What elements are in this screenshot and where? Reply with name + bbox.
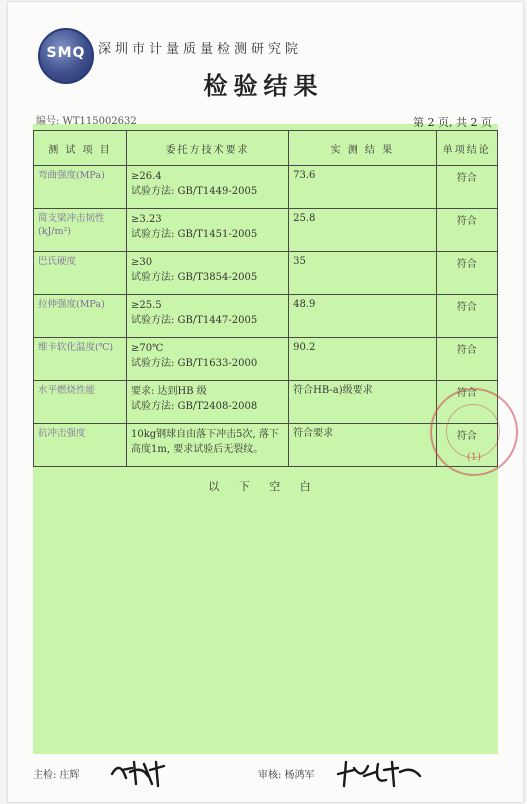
row-item: 简支梁冲击韧性(kJ/m²) — [34, 209, 127, 252]
document-number: 编号: WT115002632 — [36, 116, 137, 127]
table-row — [34, 381, 498, 424]
blank-below-note: 以 下 空 白 — [208, 480, 319, 493]
row-item: 水平燃烧性能 — [34, 381, 127, 424]
table-header-row — [34, 131, 498, 166]
seal-inner-ring — [446, 404, 500, 458]
page-title: 检验结果 — [203, 72, 324, 100]
row-conclusion: 符合 — [436, 338, 497, 381]
col-header-requirement: 委托方技术要求 — [127, 131, 289, 166]
row-item: 巴氏硬度 — [34, 252, 127, 295]
table-row — [34, 166, 498, 209]
row-requirement — [127, 381, 289, 424]
results-table — [33, 130, 498, 467]
method-line: 试验方法: GB/T1633-2000 — [131, 358, 258, 369]
method-line: 试验方法: GB/T1451-2005 — [131, 229, 258, 240]
row-conclusion: 符合 — [436, 295, 497, 338]
method-line: 试验方法: GB/T3854-2005 — [131, 272, 258, 283]
method-line: 试验方法: GB/T2408-2008 — [131, 401, 258, 412]
col-header-conclusion: 单项结论 — [436, 131, 497, 166]
col-header-result: 实 测 结 果 — [289, 131, 436, 166]
table-row — [34, 209, 498, 252]
requirement-line: ≥25.5 — [131, 300, 162, 311]
row-requirement — [127, 209, 289, 252]
row-item: 拉伸强度(MPa) — [34, 295, 127, 338]
row-result: 符合HB-a)级要求 — [289, 381, 436, 424]
requirement-line: ≥70℃ — [131, 343, 164, 354]
row-result: 90.2 — [289, 338, 436, 381]
row-result: 符合要求 — [289, 424, 436, 467]
organization-name: 深圳市计量质量检测研究院 — [98, 42, 303, 57]
logo-text: SMQ — [46, 45, 86, 61]
row-result: 48.9 — [289, 295, 436, 338]
row-conclusion: 符合 — [436, 166, 497, 209]
row-requirement — [127, 424, 289, 467]
row-requirement — [127, 252, 289, 295]
table-row — [34, 252, 498, 295]
method-line: 高度1m, 要求试验后无裂纹。 — [131, 444, 264, 455]
chief-inspector-label: 主检: 庄辉 — [33, 770, 80, 781]
requirement-line: ≥3.23 — [131, 214, 162, 225]
official-seal — [430, 388, 518, 476]
requirement-line: 10kg钢球自由落下冲击5次, 落下 — [131, 429, 279, 440]
row-item: 弯曲强度(MPa) — [34, 166, 127, 209]
document-header — [0, 0, 527, 124]
row-result: 35 — [289, 252, 436, 295]
table-row — [34, 424, 498, 467]
chief-inspector-signature — [108, 756, 168, 788]
row-requirement — [127, 338, 289, 381]
page-number: 第 2 页, 共 2 页 — [413, 116, 492, 129]
method-line: 试验方法: GB/T1449-2005 — [131, 186, 258, 197]
seal-number: (1) — [466, 452, 482, 463]
row-requirement — [127, 166, 289, 209]
requirement-line: ≥26.4 — [131, 171, 162, 182]
row-conclusion: 符合 — [436, 381, 497, 424]
col-header-item: 测 试 项 目 — [34, 131, 127, 166]
row-conclusion: 符合 — [436, 424, 497, 467]
row-item: 维卡软化温度(℃) — [34, 338, 127, 381]
requirement-line: 要求: 达到HB 级 — [131, 386, 207, 397]
table-row — [34, 295, 498, 338]
row-result: 73.6 — [289, 166, 436, 209]
reviewer-label: 审核: 杨鸿军 — [258, 770, 315, 781]
row-conclusion: 符合 — [436, 209, 497, 252]
table-row — [34, 338, 498, 381]
reviewer-signature — [334, 758, 424, 788]
requirement-line: ≥30 — [131, 257, 153, 268]
row-item: 抗冲击强度 — [34, 424, 127, 467]
row-result: 25.8 — [289, 209, 436, 252]
row-requirement — [127, 295, 289, 338]
method-line: 试验方法: GB/T1447-2005 — [131, 315, 258, 326]
row-conclusion: 符合 — [436, 252, 497, 295]
